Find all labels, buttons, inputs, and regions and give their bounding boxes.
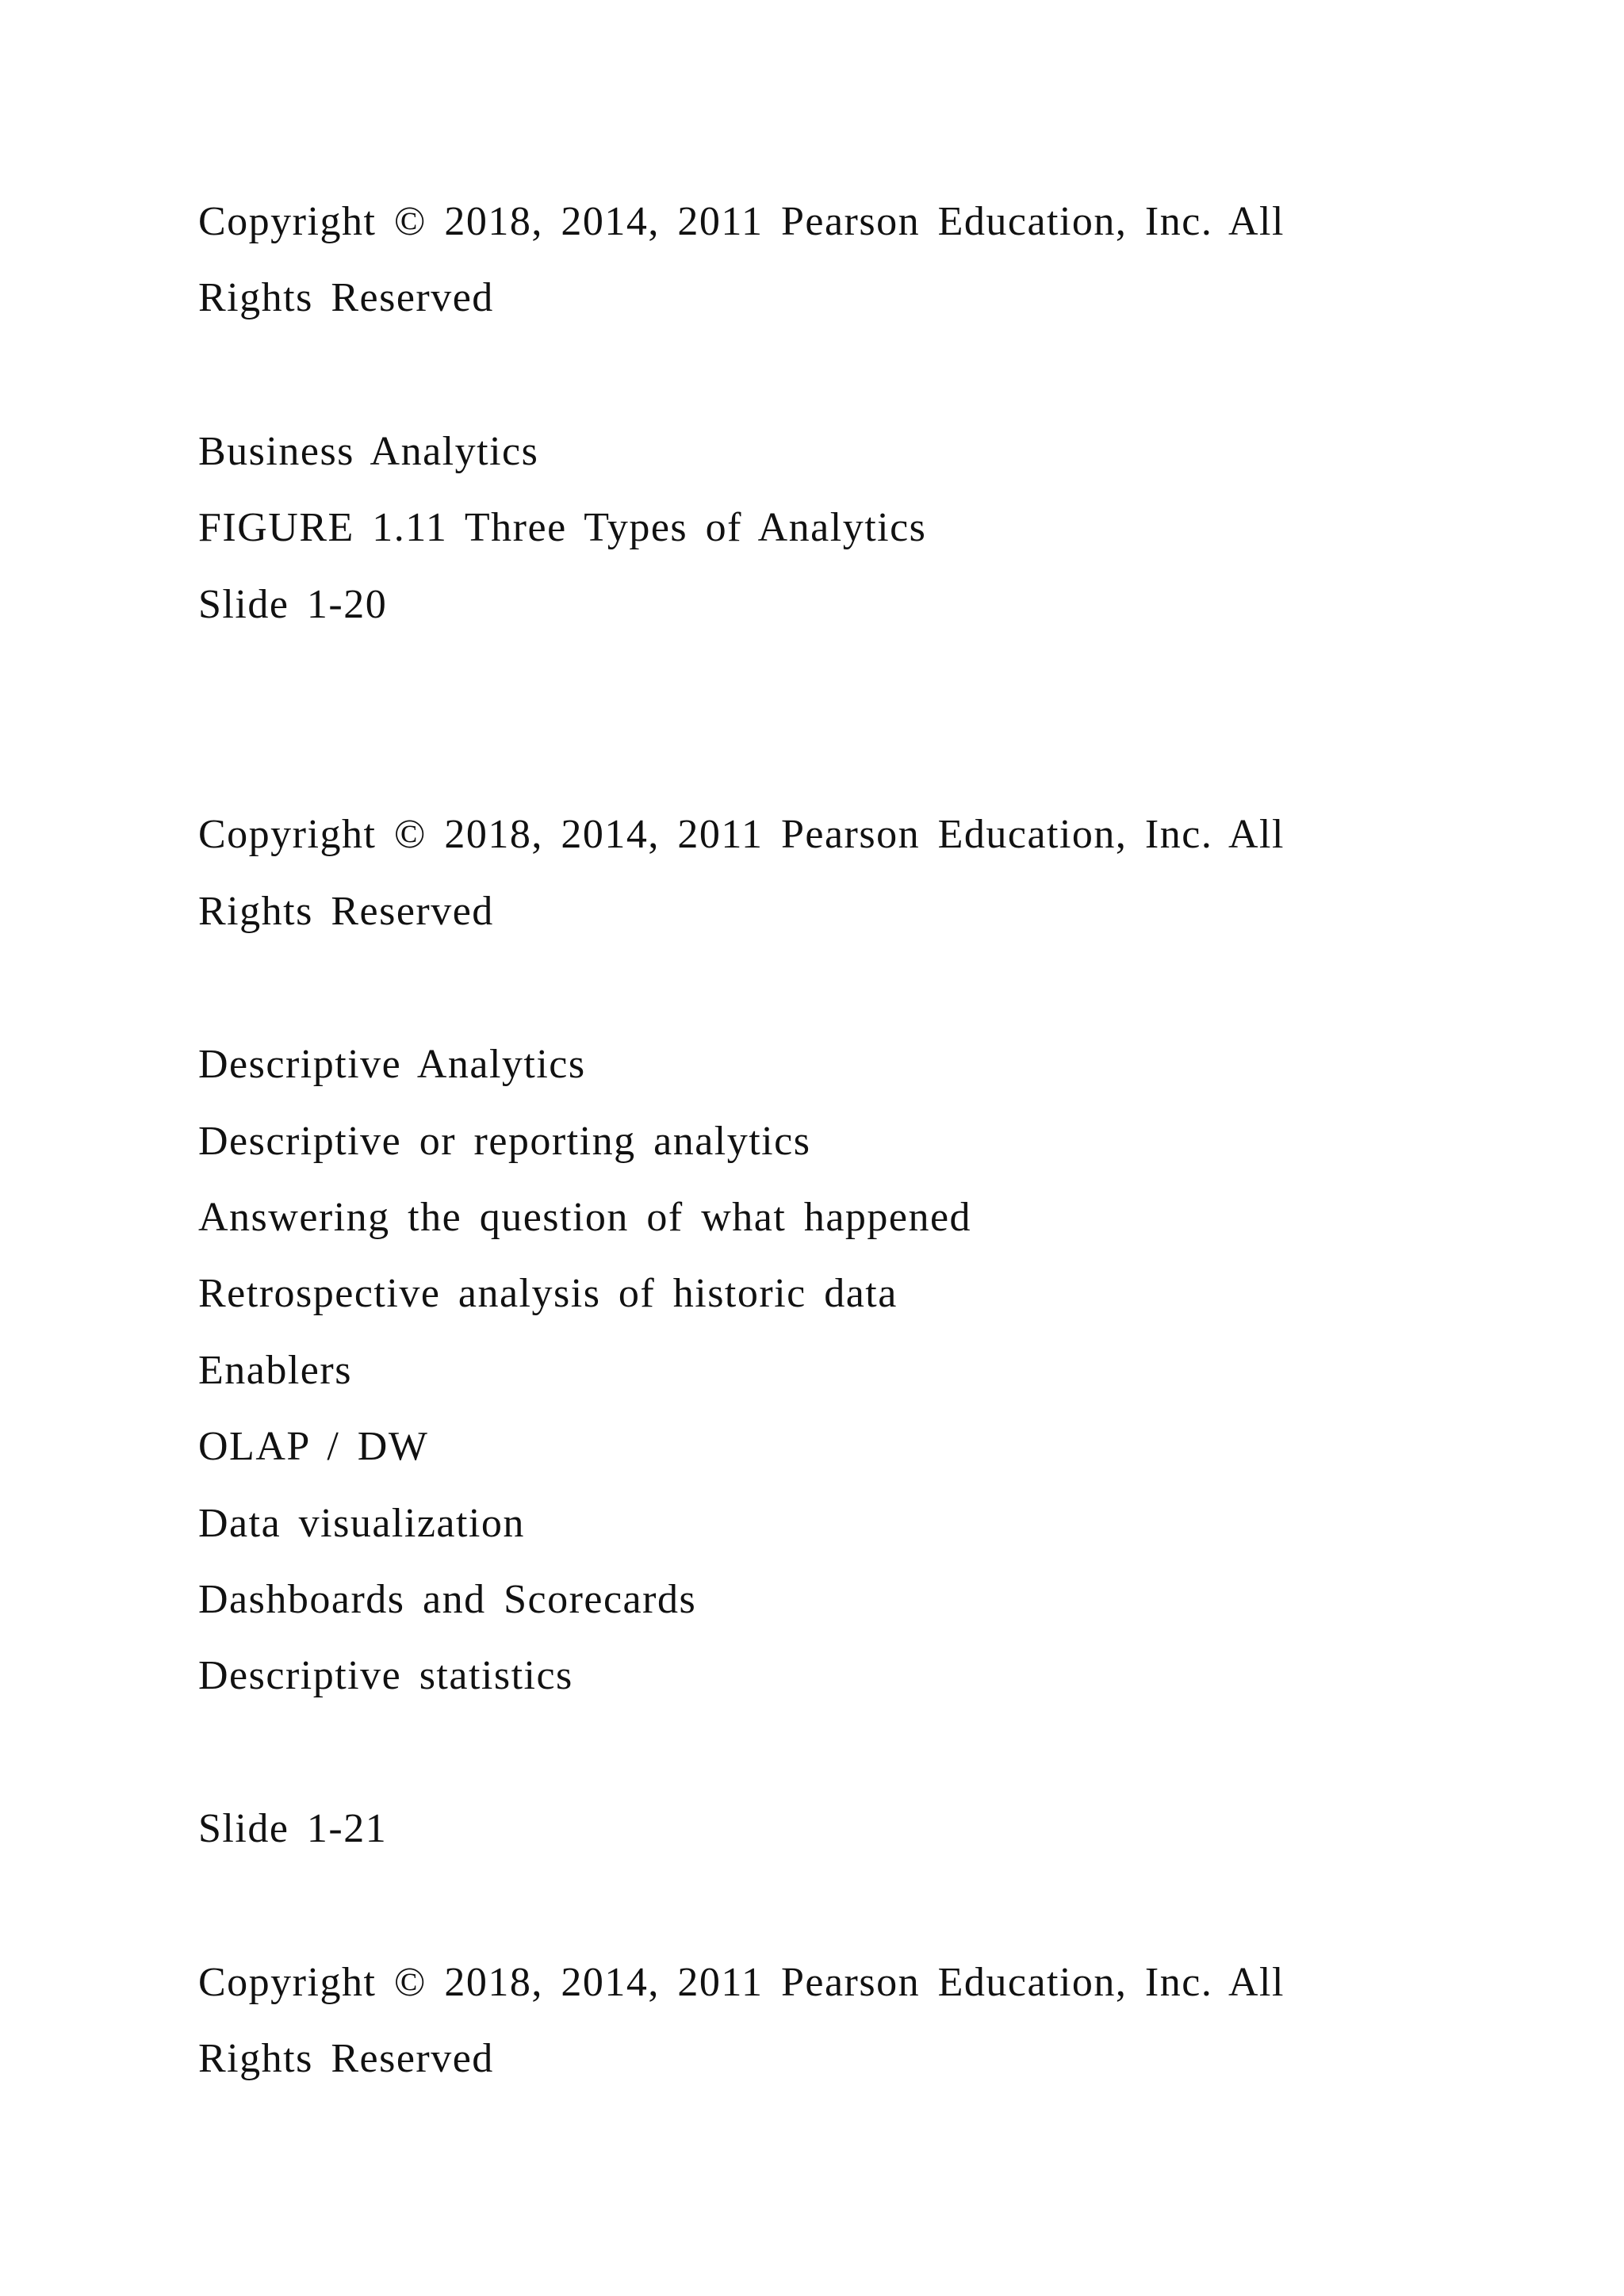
body-line: Retrospective analysis of historic data bbox=[198, 1271, 898, 1316]
body-line: Data visualization bbox=[198, 1501, 525, 1546]
copyright-line: Copyright © 2018, 2014, 2011 Pearson Education, Inc. All bbox=[198, 812, 1285, 857]
slide-title: Descriptive Analytics bbox=[198, 1042, 586, 1087]
body-line: Dashboards and Scorecards bbox=[198, 1577, 697, 1622]
body-line: Descriptive statistics bbox=[198, 1653, 573, 1698]
body-line: Enablers bbox=[198, 1348, 352, 1393]
copyright-line: Copyright © 2018, 2014, 2011 Pearson Education, Inc. All bbox=[198, 199, 1285, 244]
figure-caption: FIGURE 1.11 Three Types of Analytics bbox=[198, 505, 927, 550]
body-line: Descriptive or reporting analytics bbox=[198, 1119, 811, 1164]
slide-number: Slide 1-20 bbox=[198, 582, 388, 627]
body-line: OLAP / DW bbox=[198, 1424, 429, 1469]
body-line: Answering the question of what happened bbox=[198, 1195, 972, 1240]
copyright-line: Rights Reserved bbox=[198, 2036, 494, 2081]
slide-title: Business Analytics bbox=[198, 429, 539, 474]
copyright-line: Rights Reserved bbox=[198, 275, 494, 320]
copyright-line: Copyright © 2018, 2014, 2011 Pearson Education, Inc. All bbox=[198, 1960, 1285, 2005]
copyright-line: Rights Reserved bbox=[198, 889, 494, 934]
slide-number: Slide 1-21 bbox=[198, 1806, 388, 1851]
